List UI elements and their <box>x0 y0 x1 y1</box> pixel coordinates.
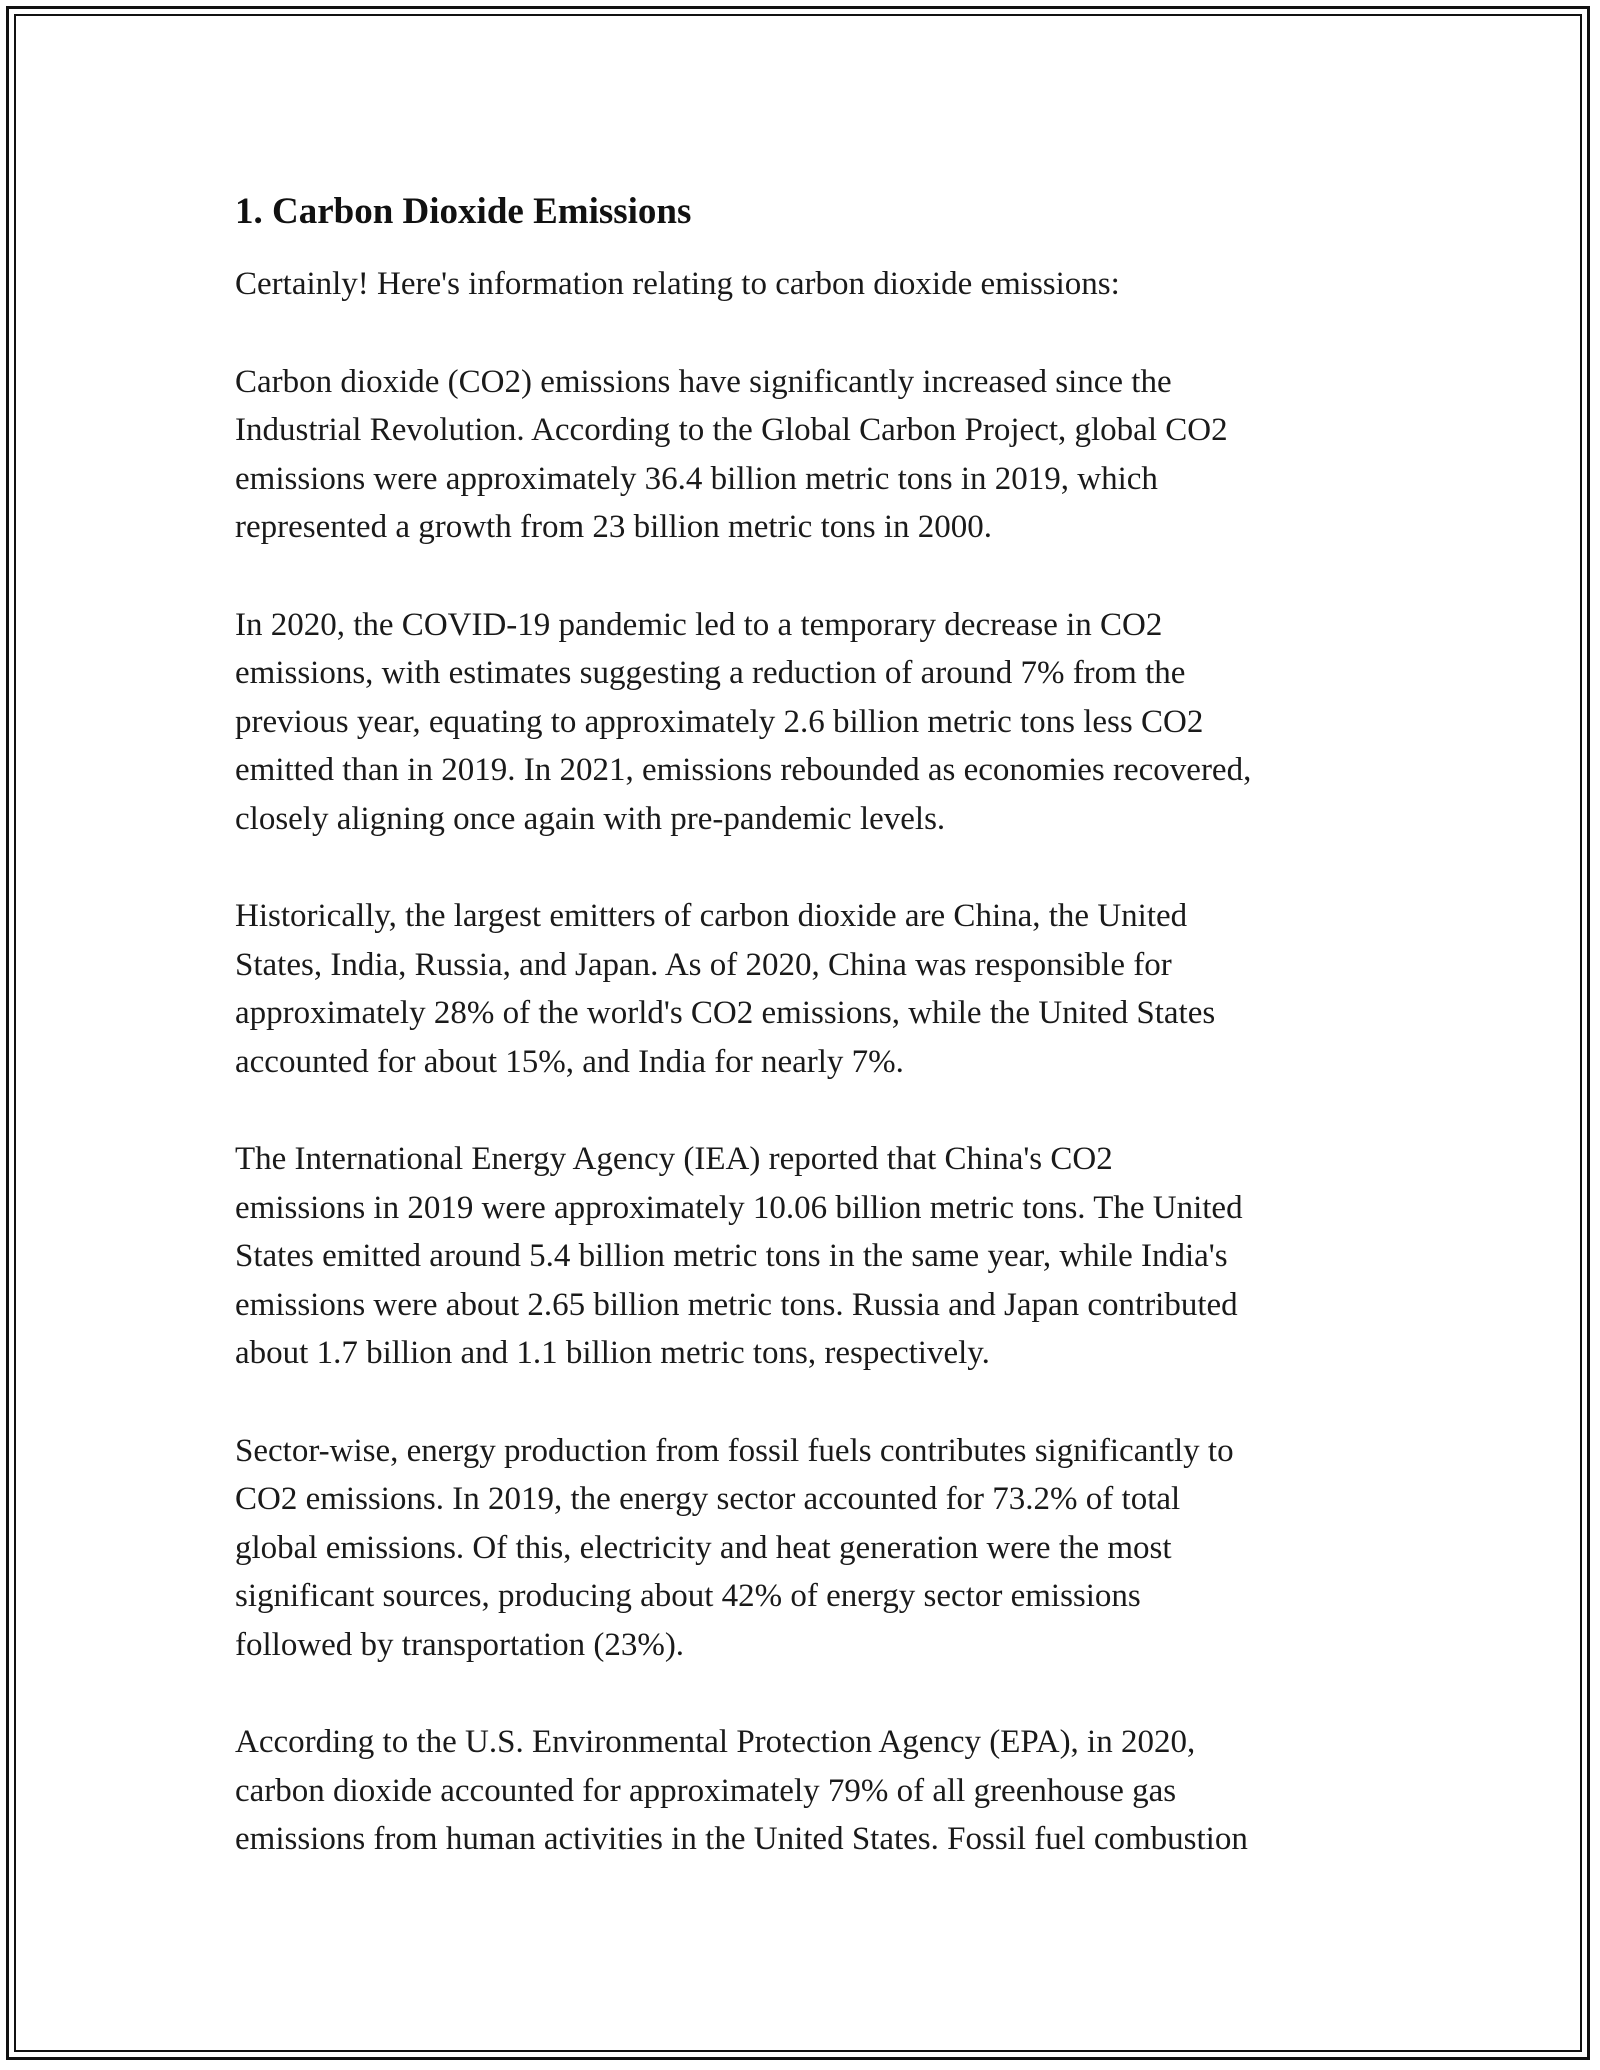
paragraph-covid-impact: In 2020, the COVID-19 pandemic led to a temporary decrease in CO2 emissions, with estimates suggesting a reduction of around 7% from the previous year, equating to approximately 2.6 billion metric tons less CO2 emitted than in 2019. In 2021, emissions rebounded as economies recovered, closely aligning once again with pre-pandemic levels. <box>235 606 1252 837</box>
paragraph-sector-wise: Sector-wise, energy production from fossil fuels contributes significantly to CO2 emissions. In 2019, the energy sector accounted for 73.2% of total global emissions. Of this, electricity and heat generation were the most significant sources, producing about 42% of energy sector emissions followed by transportation (23%). <box>235 1432 1234 1663</box>
paragraph-largest-emitters: Historically, the largest emitters of carbon dioxide are China, the United States, India, Russia, and Japan. As of 2020, China was responsible for approximately 28% of the world's CO2 emissions, while the United States accounted for about 15%, and India for nearly 7%. <box>235 898 1216 1080</box>
document-body <box>235 186 1365 1913</box>
paragraph-epa: According to the U.S. Environmental Protection Agency (EPA), in 2020, carbon dioxide accounted for approximately 79% of all greenhouse gas emissions from human activities in the United States. Fossil fuel combustion <box>235 1724 1248 1857</box>
section-heading: 1. Carbon Dioxide Emissions <box>235 191 692 232</box>
paragraph-iea-report: The International Energy Agency (IEA) reported that China's CO2 emissions in 2019 were approximately 10.06 billion metric tons. The United States emitted around 5.4 billion metric tons in the same year, while India's emissions were about 2.65 billion metric tons. Russia and Japan contributed about 1.7 billion and 1.1 billion metric tons, respectively. <box>235 1141 1243 1371</box>
paragraph-intro: Certainly! Here's information relating to carbon dioxide emissions: <box>235 266 1120 302</box>
paragraph-global-emissions: Carbon dioxide (CO2) emissions have significantly increased since the Industrial Revolution. According to the Global Carbon Project, global CO2 emissions were approximately 36.4 billion metric tons in 2019, which represented a growth from 23 billion metric tons in 2000. <box>235 363 1228 545</box>
